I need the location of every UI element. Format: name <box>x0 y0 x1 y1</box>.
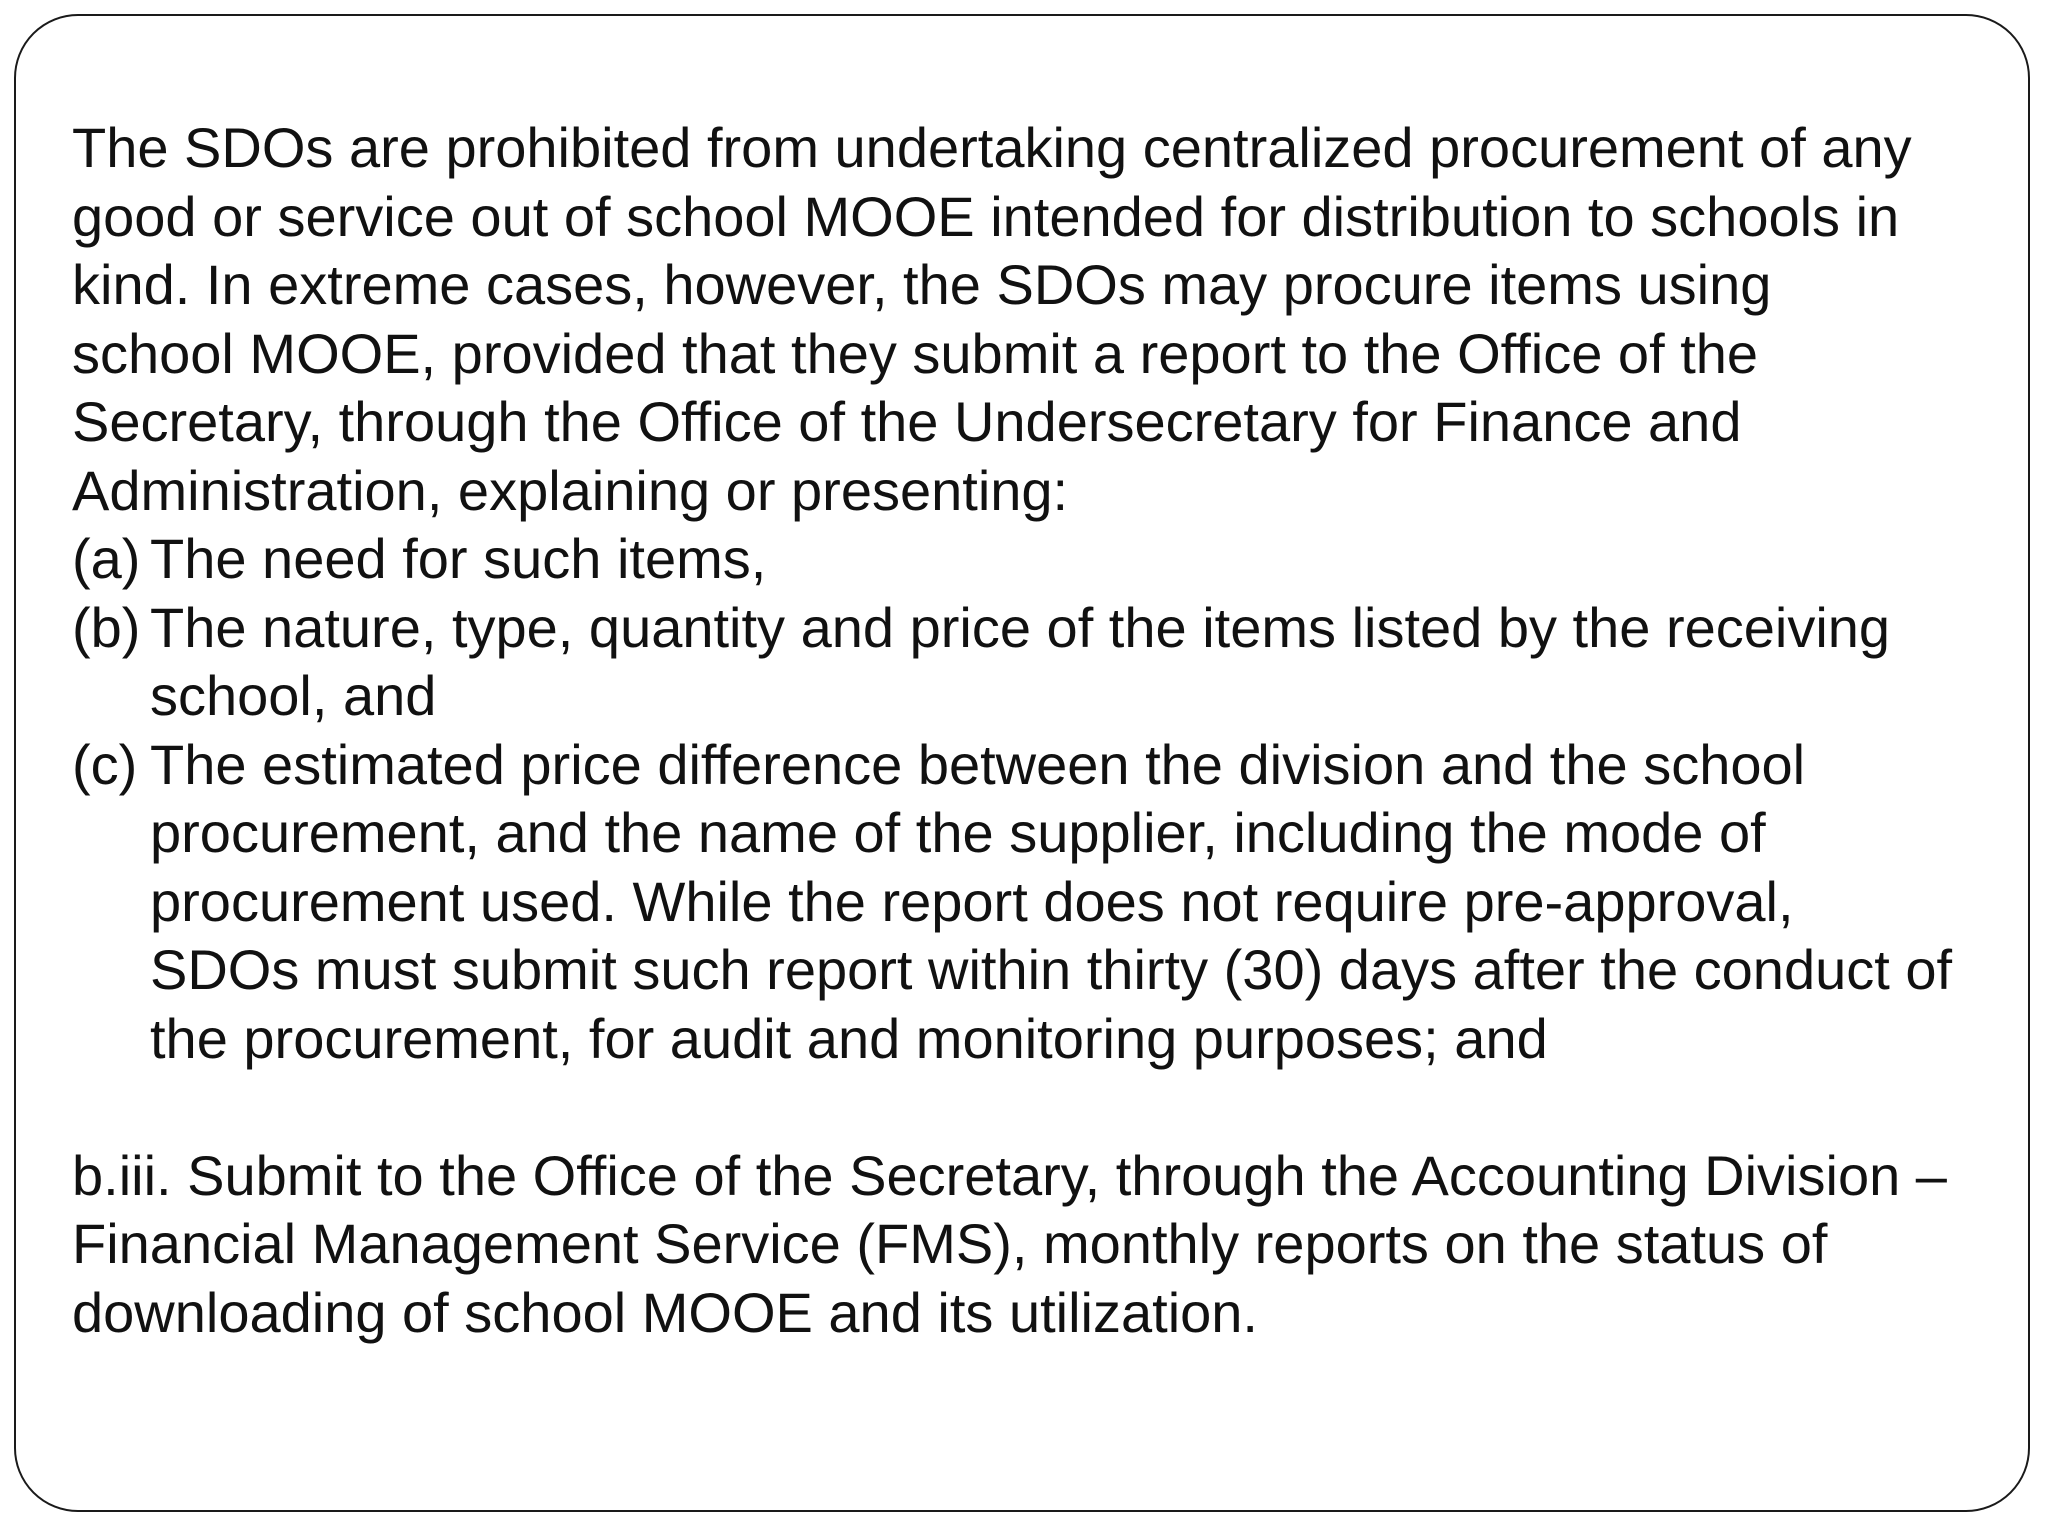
closing-paragraph <box>72 1142 1992 1348</box>
list-marker: (b) <box>72 595 141 659</box>
closing-line: downloading of school MOOE and its utilization. <box>72 1280 1258 1344</box>
list-marker: (c) <box>72 732 138 796</box>
list-item-line: SDOs must submit such report within thirty (30) days after the conduct of <box>150 938 1953 1001</box>
intro-line: school MOOE, provided that they submit a report to the Office of the <box>72 321 1759 385</box>
list-item-line: The estimated price difference between the division and the school <box>150 732 1806 796</box>
list-item-text <box>150 594 1890 731</box>
closing-line: Financial Management Service (FMS), monthly reports on the status of <box>72 1212 1828 1275</box>
list-item-b <box>72 594 1992 731</box>
list-item-line: The nature, type, quantity and price of the items listed by the receiving <box>150 595 1891 659</box>
list-item-text <box>150 731 1952 1074</box>
slide-content <box>72 114 1992 1347</box>
list-item-a <box>72 525 1992 594</box>
intro-line: good or service out of school MOOE intended for distribution to schools in <box>72 184 1900 248</box>
list-item-line: the procurement, for audit and monitoring purposes; and <box>150 1006 1548 1070</box>
intro-paragraph <box>72 114 1992 525</box>
closing-line: b.iii. Submit to the Office of the Secretary, through the Accounting Division – <box>72 1143 1947 1207</box>
intro-line: Administration, explaining or presenting: <box>72 458 1069 522</box>
intro-line: kind. In extreme cases, however, the SDOs may procure items using <box>72 253 1772 316</box>
list-item-line: procurement, and the name of the supplier, including the mode of <box>150 801 1766 864</box>
intro-line: The SDOs are prohibited from undertaking centralized procurement of any <box>72 116 1912 179</box>
paragraph-spacer <box>72 1073 1992 1142</box>
list-item-c <box>72 731 1992 1074</box>
list-marker: (a) <box>72 527 141 590</box>
list-item-line: The need for such items, <box>150 527 767 590</box>
requirements-list <box>72 525 1992 1073</box>
list-item-line: procurement used. While the report does not require pre-approval, <box>150 869 1794 933</box>
intro-line: Secretary, through the Office of the Undersecretary for Finance and <box>72 390 1742 453</box>
list-item-line: school, and <box>150 664 437 727</box>
list-item-text <box>150 525 766 594</box>
